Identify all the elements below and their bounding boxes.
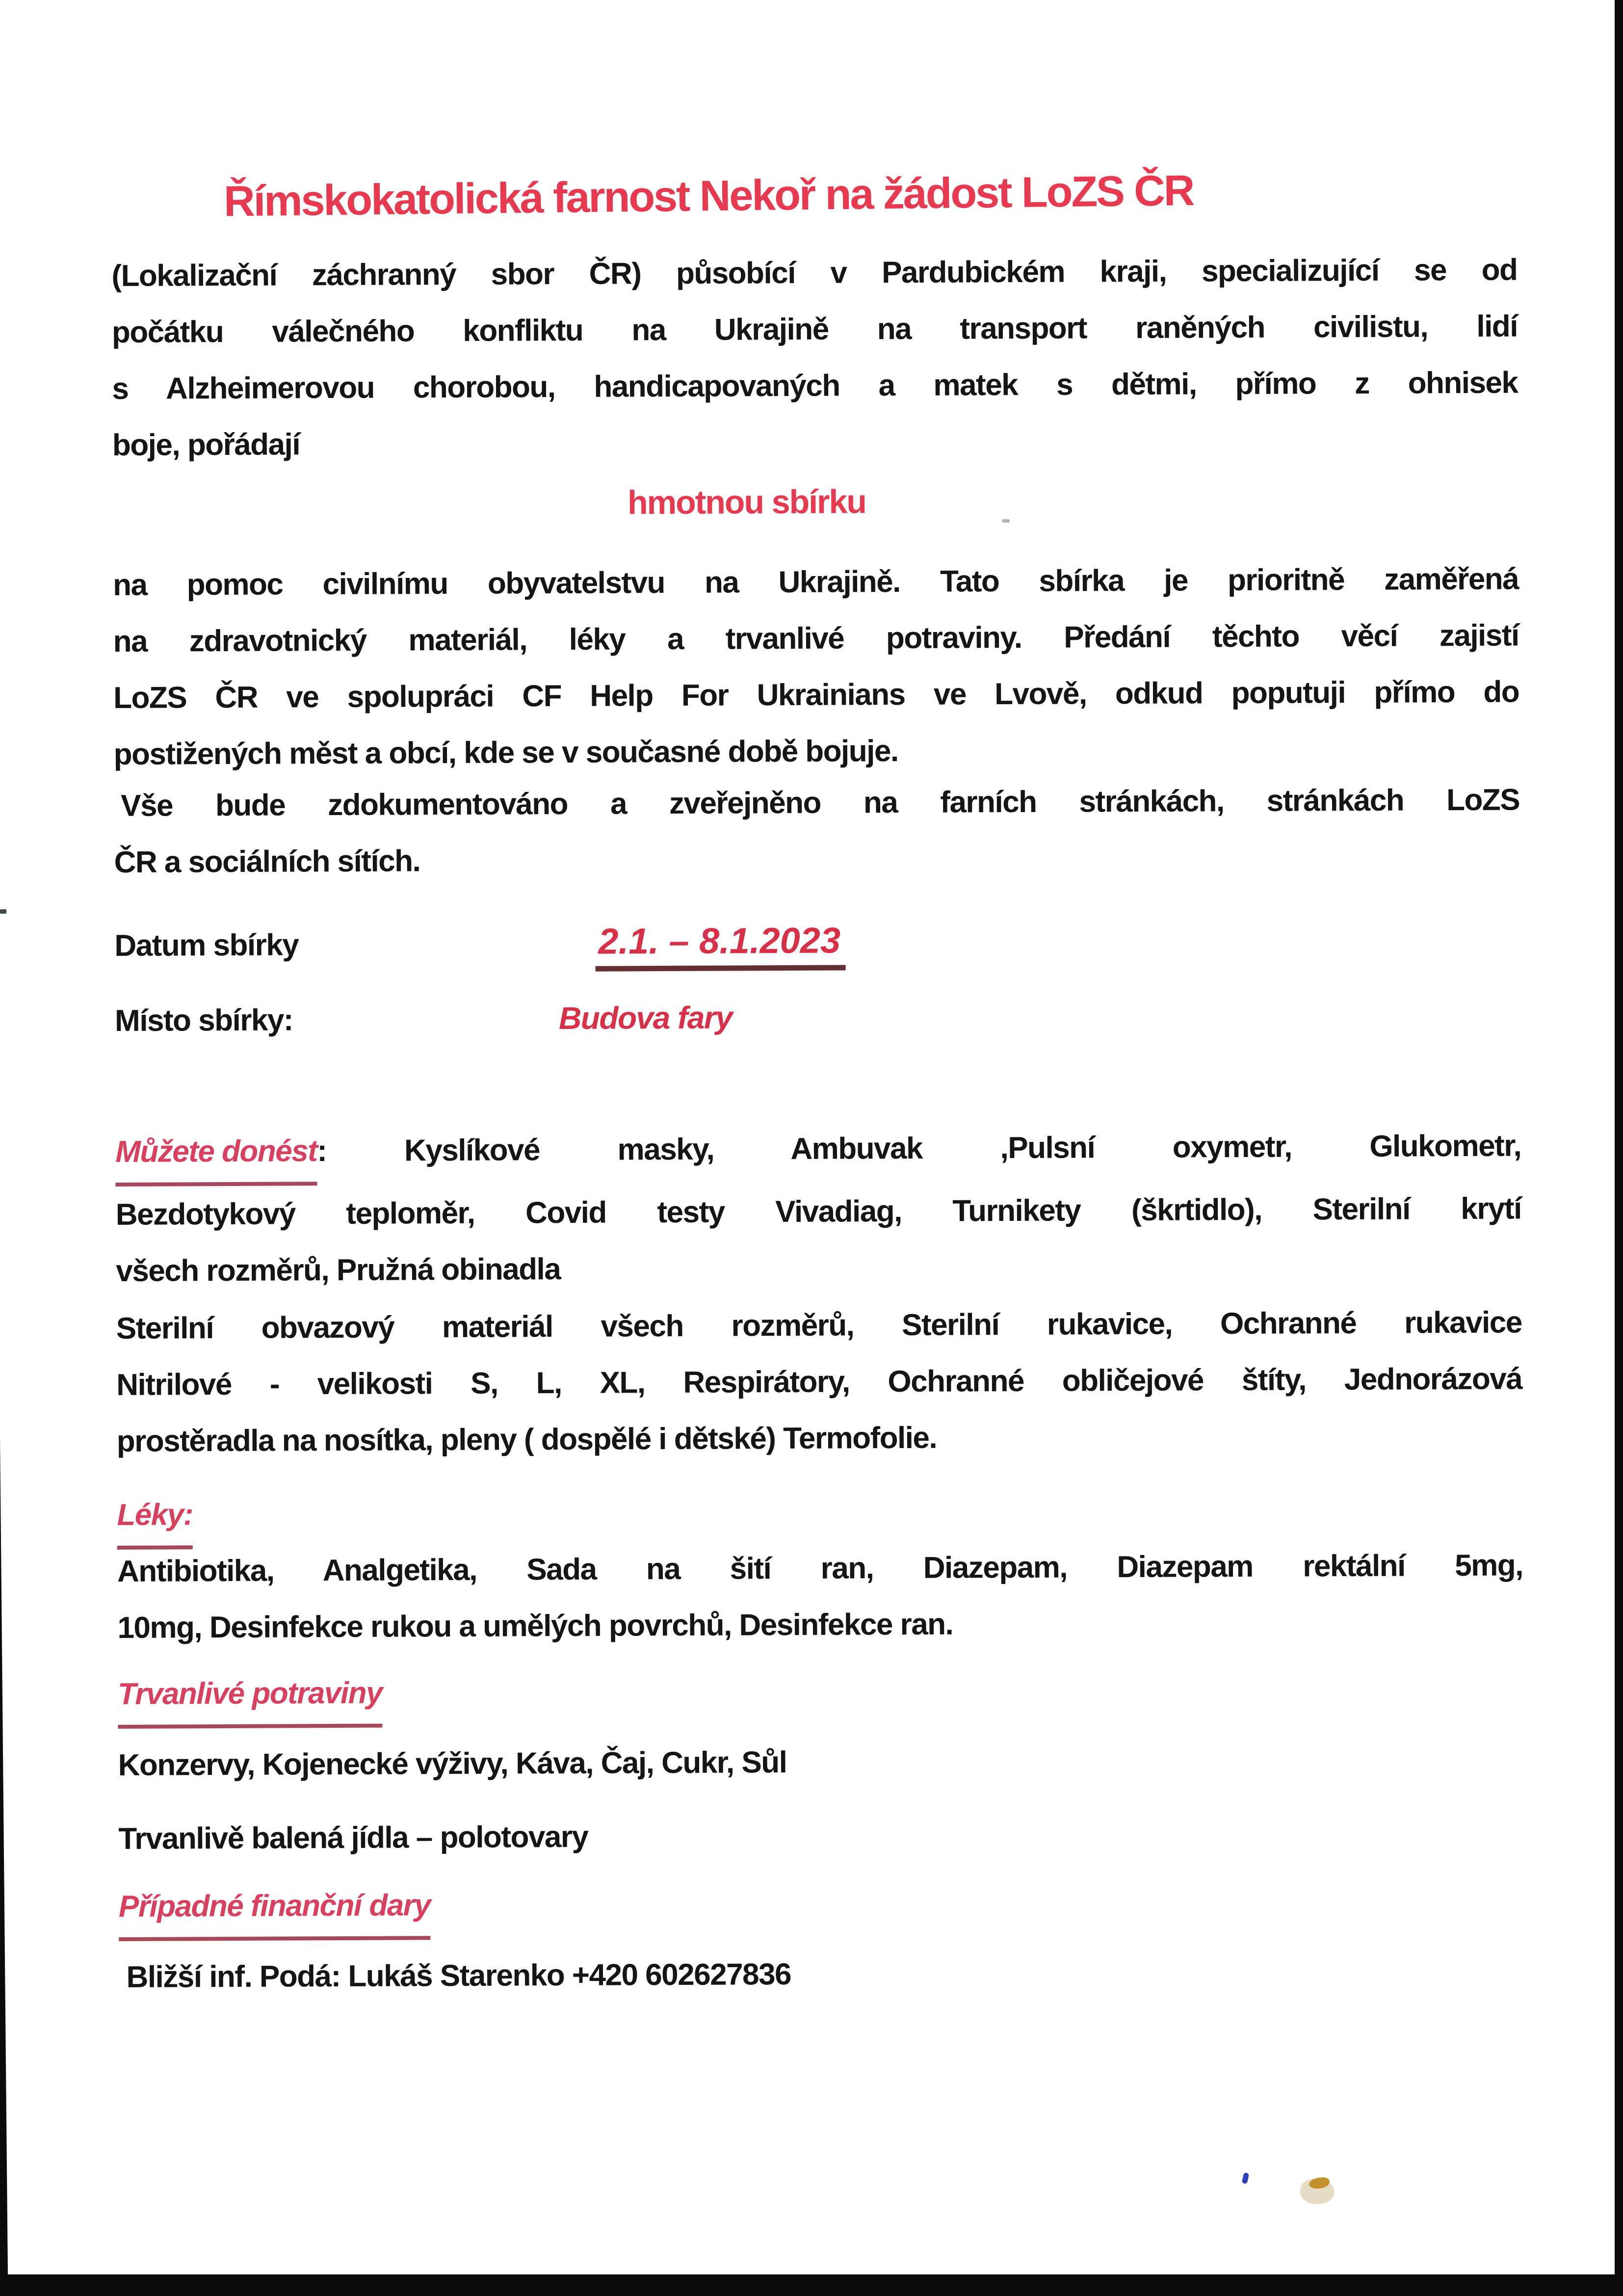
intro-line: boje, pořádají bbox=[112, 427, 300, 462]
bring-paragraph bbox=[115, 1117, 1522, 1299]
collection-date-row bbox=[114, 919, 845, 973]
food-items-line: Konzervy, Kojenecké výživy, Káva, Čaj, Cukr, Sůl bbox=[118, 1745, 787, 1782]
medications-heading: Léky: bbox=[117, 1486, 193, 1550]
aid-line: na pomoc civilnímu obyvatelstvu na Ukrajině. Tato sbírka je prioritně zaměřená bbox=[113, 562, 1519, 602]
date-label: Datum sbírky bbox=[114, 928, 299, 963]
bring-line: všech rozměrů, Pružná obinadla bbox=[116, 1252, 561, 1288]
intro-paragraph bbox=[111, 241, 1518, 473]
date-value: 2.1. – 8.1.2023 bbox=[595, 919, 845, 971]
aid-paragraph bbox=[113, 551, 1519, 782]
page-title: Římskokatolická farnost Nekoř na žádost LoZS ČR bbox=[223, 165, 1194, 226]
intro-line: počátku válečného konfliktu na Ukrajině na transport raněných civilistu, lidí bbox=[111, 309, 1518, 349]
contact-line: Bližší inf. Podá: Lukáš Starenko +420 602627836 bbox=[126, 1957, 791, 1994]
document-content bbox=[110, 0, 1526, 2296]
scan-edge-mark bbox=[0, 909, 6, 914]
documentation-line: ČR a sociálních sítích. bbox=[114, 844, 420, 879]
collection-place-row bbox=[115, 999, 733, 1038]
scan-bottom-edge-shadow bbox=[0, 2274, 1623, 2296]
sterile-line: Sterilní obvazový materiál všech rozměrů, Sterilní rukavice, Ochranné rukavice bbox=[116, 1305, 1522, 1346]
aid-line: na zdravotnický materiál, léky a trvanlivé potraviny. Předání těchto věcí zajistí bbox=[113, 618, 1519, 659]
place-value: Budova fary bbox=[558, 1000, 733, 1036]
sterile-material-paragraph bbox=[116, 1294, 1522, 1469]
donations-heading-block bbox=[119, 1872, 1525, 1941]
food-heading: Trvanlivé potraviny bbox=[118, 1665, 382, 1729]
scan-noise-dot bbox=[1002, 519, 1010, 523]
aid-line: LoZS ČR ve spolupráci CF Help For Ukrainians ve Lvově, odkud poputuji přímo do bbox=[113, 675, 1519, 715]
documentation-line: Vše bude zdokumentováno a zveřejněno na farních stránkách, stránkách LoZS bbox=[121, 783, 1520, 823]
aid-line: postižených měst a obcí, kde se v současné době bojuje. bbox=[113, 734, 898, 771]
bring-items-start: Kyslíkové masky, Ambuvak ,Pulsní oxymetr, Glukometr, bbox=[404, 1129, 1521, 1168]
medications-line: 10mg, Desinfekce rukou a umělých povrchů, Desinfekce ran. bbox=[117, 1607, 953, 1645]
medications-paragraph bbox=[117, 1537, 1523, 1656]
intro-line: s Alzheimerovou chorobou, handicapovaných a matek s dětmi, přímo z ohnisek bbox=[112, 366, 1518, 406]
bring-heading: Můžete donést bbox=[115, 1123, 317, 1187]
food-heading-block bbox=[118, 1660, 1524, 1728]
scan-right-edge-shadow bbox=[1615, 0, 1623, 2296]
bring-line: Bezdotykový teploměr, Covid testy Vivadiag, Turnikety (škrtidlo), Sterilní krytí bbox=[115, 1191, 1521, 1232]
documentation-paragraph bbox=[114, 771, 1520, 890]
intro-line: (Lokalizační záchranný sbor ČR) působící v Pardubickém kraji, specializující se od bbox=[111, 253, 1518, 293]
sterile-line: Nitrilové - velikosti S, L, XL, Respirátory, Ochranné obličejové štíty, Jednorázová bbox=[116, 1362, 1522, 1402]
sterile-line: prostěradla na nosítka, pleny ( dospělé i dětské) Termofolie. bbox=[116, 1421, 937, 1458]
scan-left-edge-shadow bbox=[0, 1437, 8, 2274]
place-label: Místo sbírky: bbox=[114, 1003, 293, 1038]
donations-heading: Případné finanční dary bbox=[119, 1877, 431, 1941]
material-collection-heading: hmotnou sbírku bbox=[627, 483, 866, 522]
bring-line bbox=[115, 1117, 1521, 1186]
packaged-food-line: Trvanlivě balená jídla – polotovary bbox=[118, 1820, 588, 1856]
medications-line: Antibiotika, Analgetika, Sada na šití ran, Diazepam, Diazepam rektální 5mg, bbox=[117, 1548, 1523, 1588]
bring-colon: : bbox=[317, 1134, 327, 1168]
